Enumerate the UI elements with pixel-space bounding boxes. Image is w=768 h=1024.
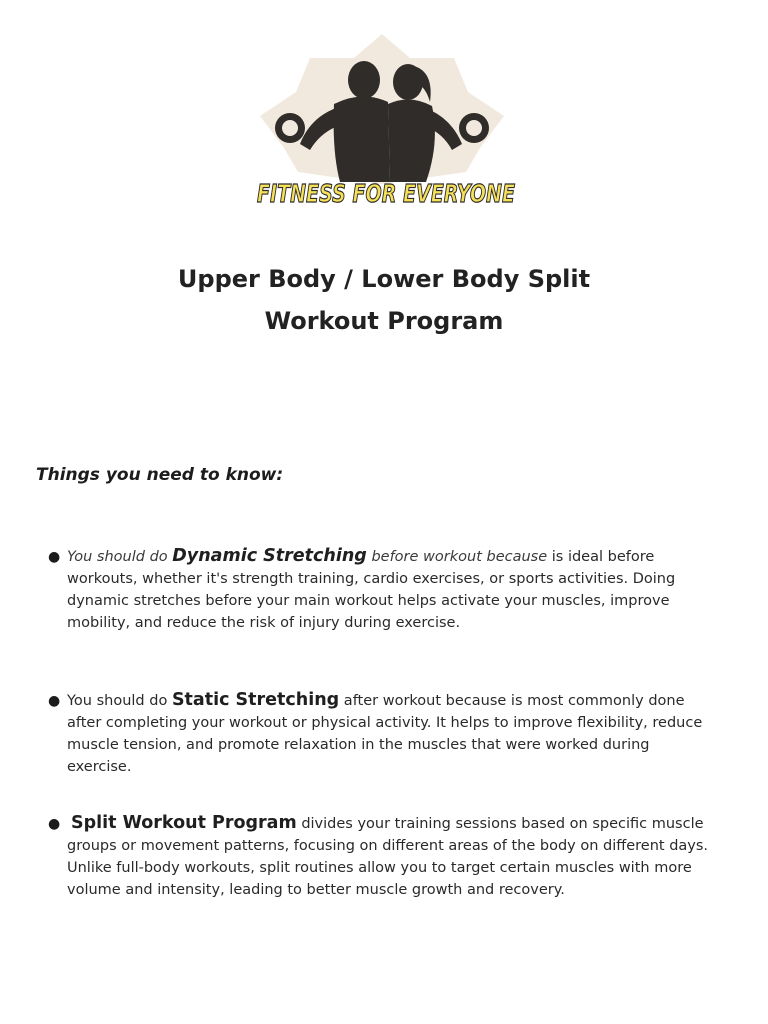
page-title-line1: Upper Body / Lower Body Split	[177, 265, 591, 293]
list-item-body: after workout because is most commonly done after completing your workout or physical activity. It helps to improve flexibility, reduce muscle tension, and promote relaxation in the muscles that were worked during exercise.	[67, 693, 703, 775]
list-item-lead: You should do	[67, 549, 173, 565]
list-item-text	[67, 689, 718, 778]
list-item-body: divides your training sessions based on specific muscle groups or movement patterns, focusing on different areas of the body on different days. Unlike full-body workouts, split routines allow you to target certain muscles with more volume and intensity, leading to better muscle growth and recovery.	[67, 816, 709, 898]
list-item-lead: You should do	[67, 693, 172, 709]
list-item-term: Dynamic Stretching	[172, 546, 367, 566]
page-title-line2: Workout Program	[264, 307, 504, 335]
list-item-term: Static Stretching	[171, 690, 340, 710]
list-item-static-stretching	[48, 689, 718, 778]
list-item-text	[67, 812, 718, 901]
logo-graphic	[254, 32, 518, 214]
fitness-logo	[254, 32, 518, 214]
list-item-body: is ideal before workouts, whether it's strength training, cardio exercises, or sports activities. Doing dynamic stretches before your main workout helps activate your muscles, improve mobility, and reduce the risk of injury during exercise.	[67, 549, 676, 631]
logo-text: FITNESS FOR EVERYONE	[257, 179, 515, 208]
bullet-icon: ●	[48, 549, 61, 565]
list-item-split-workout	[48, 812, 718, 901]
page-title	[0, 258, 768, 342]
bullet-icon: ●	[48, 816, 61, 832]
list-item-dynamic-stretching	[48, 545, 718, 634]
list-item-term: Split Workout Program	[71, 813, 297, 833]
section-heading: Things you need to know:	[36, 465, 284, 485]
list-item-connector: before workout because	[366, 549, 548, 565]
list-item-text	[67, 545, 718, 634]
bullet-icon: ●	[48, 693, 61, 709]
